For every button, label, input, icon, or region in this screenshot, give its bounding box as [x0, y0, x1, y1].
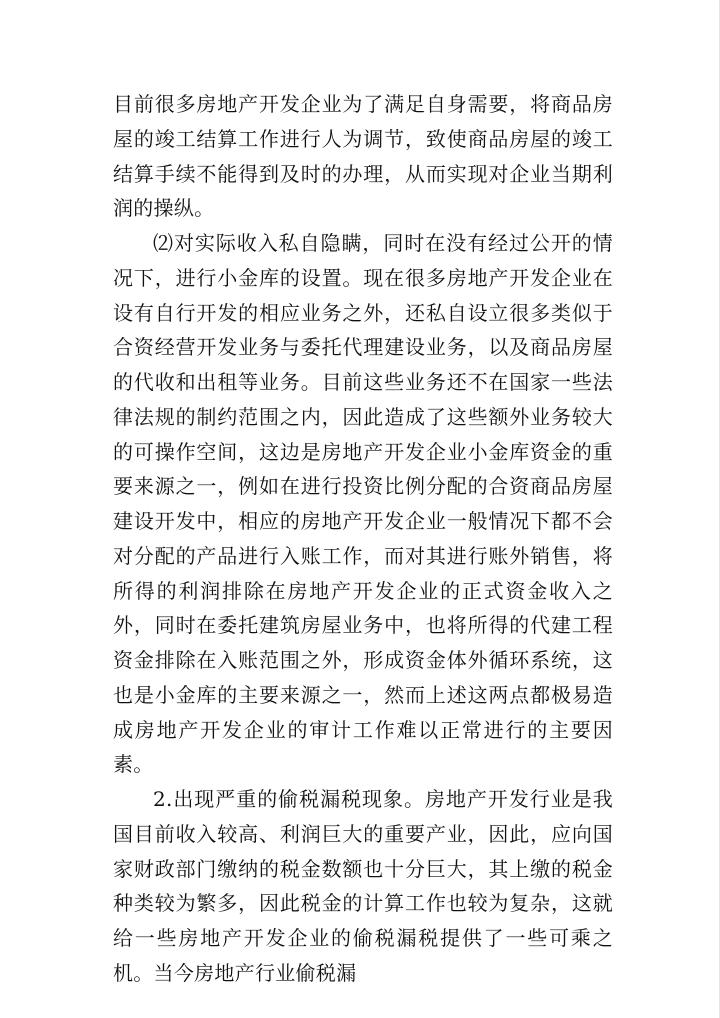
paragraph-1: 目前很多房地产开发企业为了满足自身需要，将商品房屋的竣工结算工作进行人为调节，致使商品房屋的竣工结算手续不能得到及时的办理，从而实现对企业当期利润的操纵。 — [113, 92, 613, 221]
document-body — [113, 87, 613, 991]
paragraph-2: ⑵对实际收入私自隐瞒，同时在没有经过公开的情况下，进行小金库的设置。现在很多房地产开发企业在设有自行开发的相应业务之外，还私自设立很多类似于合资经营开发业务与委托代理建设业务，以及商品房屋的代收和出租等业务。目前这些业务还不在国家一些法律法规的制约范围之内，因此造成了这些额外业务较大的可操作空间，这边是房地产开发企业小金库资金的重要来源之一，例如在进行投资比例分配的合资商品房屋建设开发中，相应的房地产开发企业一般情况下都不会对分配的产品进行入账工作，而对其进行账外销售，将所得的利润排除在房地产开发企业的正式资金收入之外，同时在委托建筑房屋业务中，也将所得的代建工程资金排除在入账范围之外，形成资金体外循环系统，这也是小金库的主要来源之一，然而上述这两点都极易造成房地产开发企业的审计工作难以正常进行的主要因素。 — [113, 231, 613, 777]
paragraph-3: 2.出现严重的偷税漏税现象。房地产开发行业是我国目前收入较高、利润巨大的重要产业，因此，应向国家财政部门缴纳的税金数额也十分巨大，其上缴的税金种类较为繁多，因此税金的计算工作也较为复杂，这就给一些房地产开发企业的偷税漏税提供了一些可乘之机。当今房地产行业偷税漏 — [113, 787, 613, 985]
